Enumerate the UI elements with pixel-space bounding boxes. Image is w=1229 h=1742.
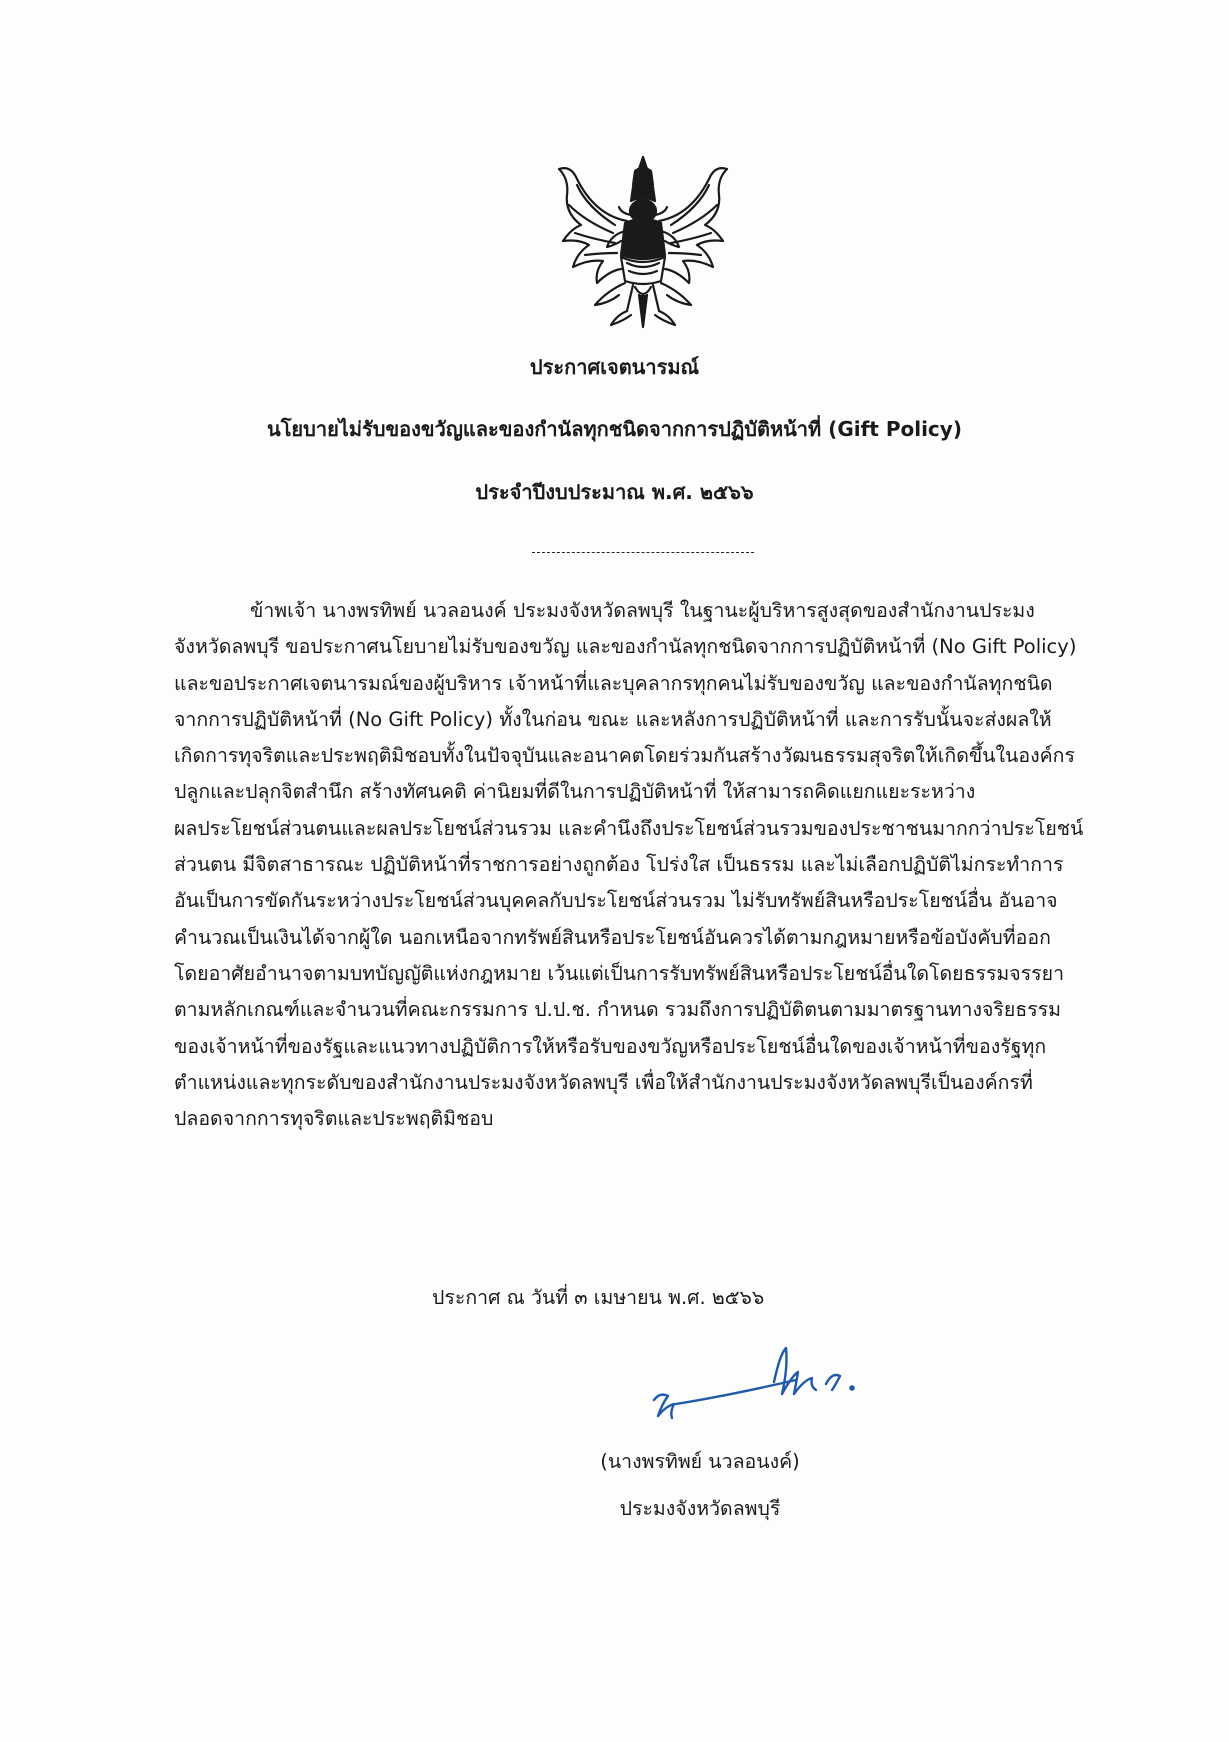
body-line: เกิดการทุจริตและประพฤติมิชอบทั้งในปัจจุบันและอนาคตโดยร่วมกันสร้างวัฒนธรรมสุจริตให้เกิดขึ้นในองค์กร bbox=[174, 744, 1075, 768]
body-line: ตำแหน่งและทุกระดับของสำนักงานประมงจังหวัดลพบุรี เพื่อให้สำนักงานประมงจังหวัดลพบุรีเป็นองค์กรที่ bbox=[174, 1070, 1033, 1094]
body-line: ผลประโยชน์ส่วนตนและผลประโยชน์ส่วนรวม และคำนึงถึงประโยชน์ส่วนรวมของประชาชนมากกว่าประโยชน์ bbox=[174, 816, 1084, 840]
body-line: จากการปฏิบัติหน้าที่ (No Gift Policy) ทั้งในก่อน ขณะ และหลังการปฏิบัติหน้าที่ และการรับนั้นจะส่งผลให้ bbox=[174, 707, 1052, 731]
body-line: อันเป็นการขัดกันระหว่างประโยชน์ส่วนบุคคลกับประโยชน์ส่วนรวม ไม่รับทรัพย์สินหรือประโยชน์อื่น อันอาจ bbox=[174, 889, 1058, 913]
body-line: และขอประกาศเจตนารมณ์ของผู้บริหาร เจ้าหน้าที่และบุคลากรทุกคนไม่รับของขวัญ และของกำนัลทุกชนิด bbox=[174, 671, 1053, 695]
announcement-body bbox=[174, 593, 1113, 1137]
body-line: โดยอาศัยอำนาจตามบทบัญญัติแห่งกฎหมาย เว้นแต่เป็นการรับทรัพย์สินหรือประโยชน์อื่นใดโดยธรรมจรรยา bbox=[174, 961, 1065, 985]
body-line: ของเจ้าหน้าที่ของรัฐและแนวทางปฏิบัติการให้หรือรับของขวัญหรือประโยชน์อื่นใดของเจ้าหน้าที่ของรัฐทุก bbox=[174, 1034, 1047, 1058]
announcement-title: ประกาศเจตนารมณ์ bbox=[529, 355, 700, 379]
policy-title: นโยบายไม่รับของขวัญและของกำนัลทุกชนิดจากการปฏิบัติหน้าที่ (Gift Policy) bbox=[267, 417, 962, 441]
announcement-date: ประกาศ ณ วันที่ ๓ เมษายน พ.ศ. ๒๕๖๖ bbox=[432, 1286, 765, 1309]
signer-name: (นางพรทิพย์ นวลอนงค์) bbox=[600, 1450, 800, 1473]
fiscal-year-title: ประจำปีงบประมาณ พ.ศ. ๒๕๖๖ bbox=[475, 480, 754, 504]
separator-rule bbox=[532, 552, 754, 553]
body-line: จังหวัดลพบุรี ขอประกาศนโยบายไม่รับของขวัญ และของกำนัลทุกชนิดจากการปฏิบัติหน้าที่ (No Gift Policy) bbox=[174, 635, 1077, 659]
body-line: ปลอดจากการทุจริตและประพฤติมิชอบ bbox=[174, 1107, 494, 1131]
body-line: ปลูกและปลุกจิตสำนึก สร้างทัศนคติ ค่านิยมที่ดีในการปฏิบัติหน้าที่ ให้สามารถคิดแยกแยะระหว่าง bbox=[174, 780, 976, 804]
body-line: คำนวณเป็นเงินได้จากผู้ใด นอกเหนือจากทรัพย์สินหรือประโยชน์อันควรได้ตามกฎหมายหรือข้อบังคับที่ออก bbox=[174, 925, 1051, 949]
body-line: ตามหลักเกณฑ์และจำนวนที่คณะกรรมการ ป.ป.ช. กำหนด รวมถึงการปฏิบัติตนตามมาตรฐานทางจริยธรรม bbox=[174, 998, 1062, 1022]
garuda-emblem-icon bbox=[555, 155, 731, 333]
body-line: ส่วนตน มีจิตสาธารณะ ปฏิบัติหน้าที่ราชการอย่างถูกต้อง โปร่งใส เป็นธรรม และไม่เลือกปฏิบัติไม่กระทำการ bbox=[174, 853, 1064, 877]
body-line: ข้าพเจ้า นางพรทิพย์ นวลอนงค์ ประมงจังหวัดลพบุรี ในฐานะผู้บริหารสูงสุดของสำนักงานประมง bbox=[250, 599, 1035, 622]
handwritten-signature-icon bbox=[646, 1342, 872, 1430]
signer-position: ประมงจังหวัดลพบุรี bbox=[619, 1497, 781, 1520]
